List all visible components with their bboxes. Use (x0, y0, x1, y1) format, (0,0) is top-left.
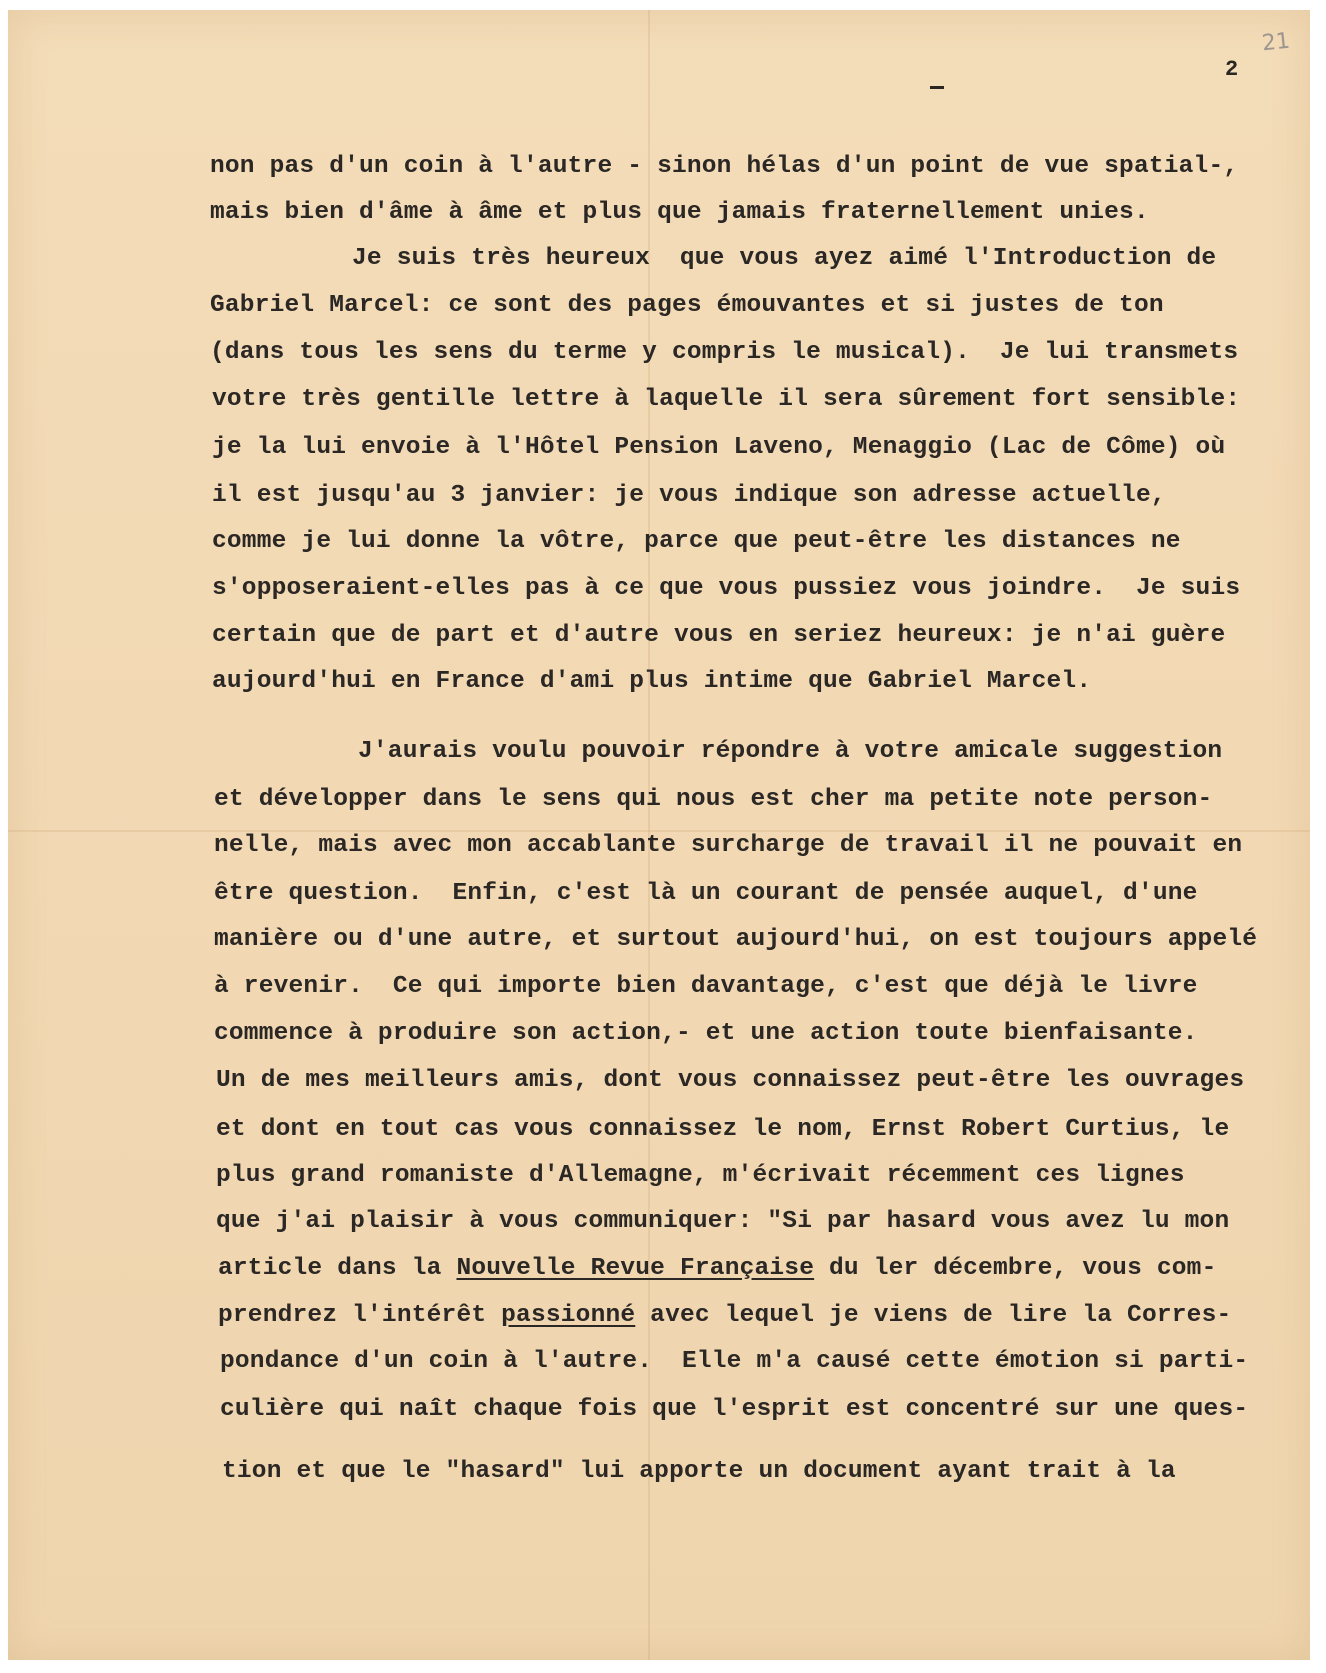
text-line: tion et que le "hasard" lui apporte un document ayant trait à la (222, 1458, 1176, 1485)
text-line (218, 1304, 1231, 1329)
text-segment: du ler décembre, vous com- (814, 1255, 1217, 1282)
text-line: Un de mes meilleurs amis, dont vous connaissez peut-être les ouvrages (216, 1067, 1245, 1094)
text-line: comme je lui donne la vôtre, parce que peut-être les distances ne (212, 528, 1181, 555)
text-line: (dans tous les sens du terme y compris le musical). Je lui transmets (210, 339, 1239, 366)
text-line: à revenir. Ce qui importe bien davantage, c'est que déjà le livre (214, 973, 1198, 1000)
text-line: J'aurais voulu pouvoir répondre à votre amicale suggestion (358, 738, 1223, 765)
text-line: Gabriel Marcel: ce sont des pages émouvantes et si justes de ton (210, 292, 1164, 319)
page-number: 2 (1225, 57, 1239, 82)
text-line: commence à produire son action,- et une action toute bienfaisante. (214, 1020, 1198, 1047)
text-segment: prendrez l'intérêt (218, 1302, 502, 1329)
text-line: manière ou d'une autre, et surtout aujourd'hui, on est toujours appelé (214, 926, 1258, 953)
text-line: mais bien d'âme à âme et plus que jamais fraternellement unies. (210, 199, 1149, 226)
text-line: je la lui envoie à l'Hôtel Pension Laveno, Menaggio (Lac de Côme) où (212, 434, 1226, 461)
typed-dash-mark (930, 86, 944, 89)
text-line: Je suis très heureux que vous ayez aimé l'Introduction de (352, 245, 1217, 272)
text-line: et développer dans le sens qui nous est cher ma petite note person- (214, 786, 1213, 813)
underlined-title: Nouvelle Revue Française (456, 1255, 815, 1282)
text-line: s'opposeraient-elles pas à ce que vous pussiez vous joindre. Je suis (212, 575, 1241, 602)
text-segment: avec lequel je viens de lire la Corres- (635, 1302, 1232, 1329)
text-line: et dont en tout cas vous connaissez le nom, Ernst Robert Curtius, le (216, 1116, 1230, 1143)
text-line: votre très gentille lettre à laquelle il sera sûrement fort sensible: (212, 386, 1241, 413)
text-line: nelle, mais avec mon accablante surcharge de travail il ne pouvait en (214, 832, 1243, 859)
text-line: aujourd'hui en France d'ami plus intime que Gabriel Marcel. (212, 668, 1092, 695)
text-segment: article dans la (218, 1255, 457, 1282)
text-line: culière qui naît chaque fois que l'esprit est concentré sur une ques- (220, 1396, 1249, 1423)
text-line: non pas d'un coin à l'autre - sinon hélas d'un point de vue spatial-, (210, 153, 1239, 180)
text-line: que j'ai plaisir à vous communiquer: "Si par hasard vous avez lu mon (216, 1208, 1230, 1235)
text-line: certain que de part et d'autre vous en seriez heureux: je n'ai guère (212, 622, 1226, 649)
text-line: plus grand romaniste d'Allemagne, m'écrivait récemment ces lignes (216, 1162, 1185, 1189)
text-line: être question. Enfin, c'est là un courant de pensée auquel, d'une (214, 880, 1198, 907)
archive-pencil-number: 21 (1260, 28, 1292, 57)
text-line (218, 1257, 1217, 1282)
underlined-word: passionné (501, 1302, 636, 1329)
text-line: il est jusqu'au 3 janvier: je vous indique son adresse actuelle, (212, 482, 1166, 509)
text-line: pondance d'un coin à l'autre. Elle m'a causé cette émotion si parti- (220, 1348, 1249, 1375)
